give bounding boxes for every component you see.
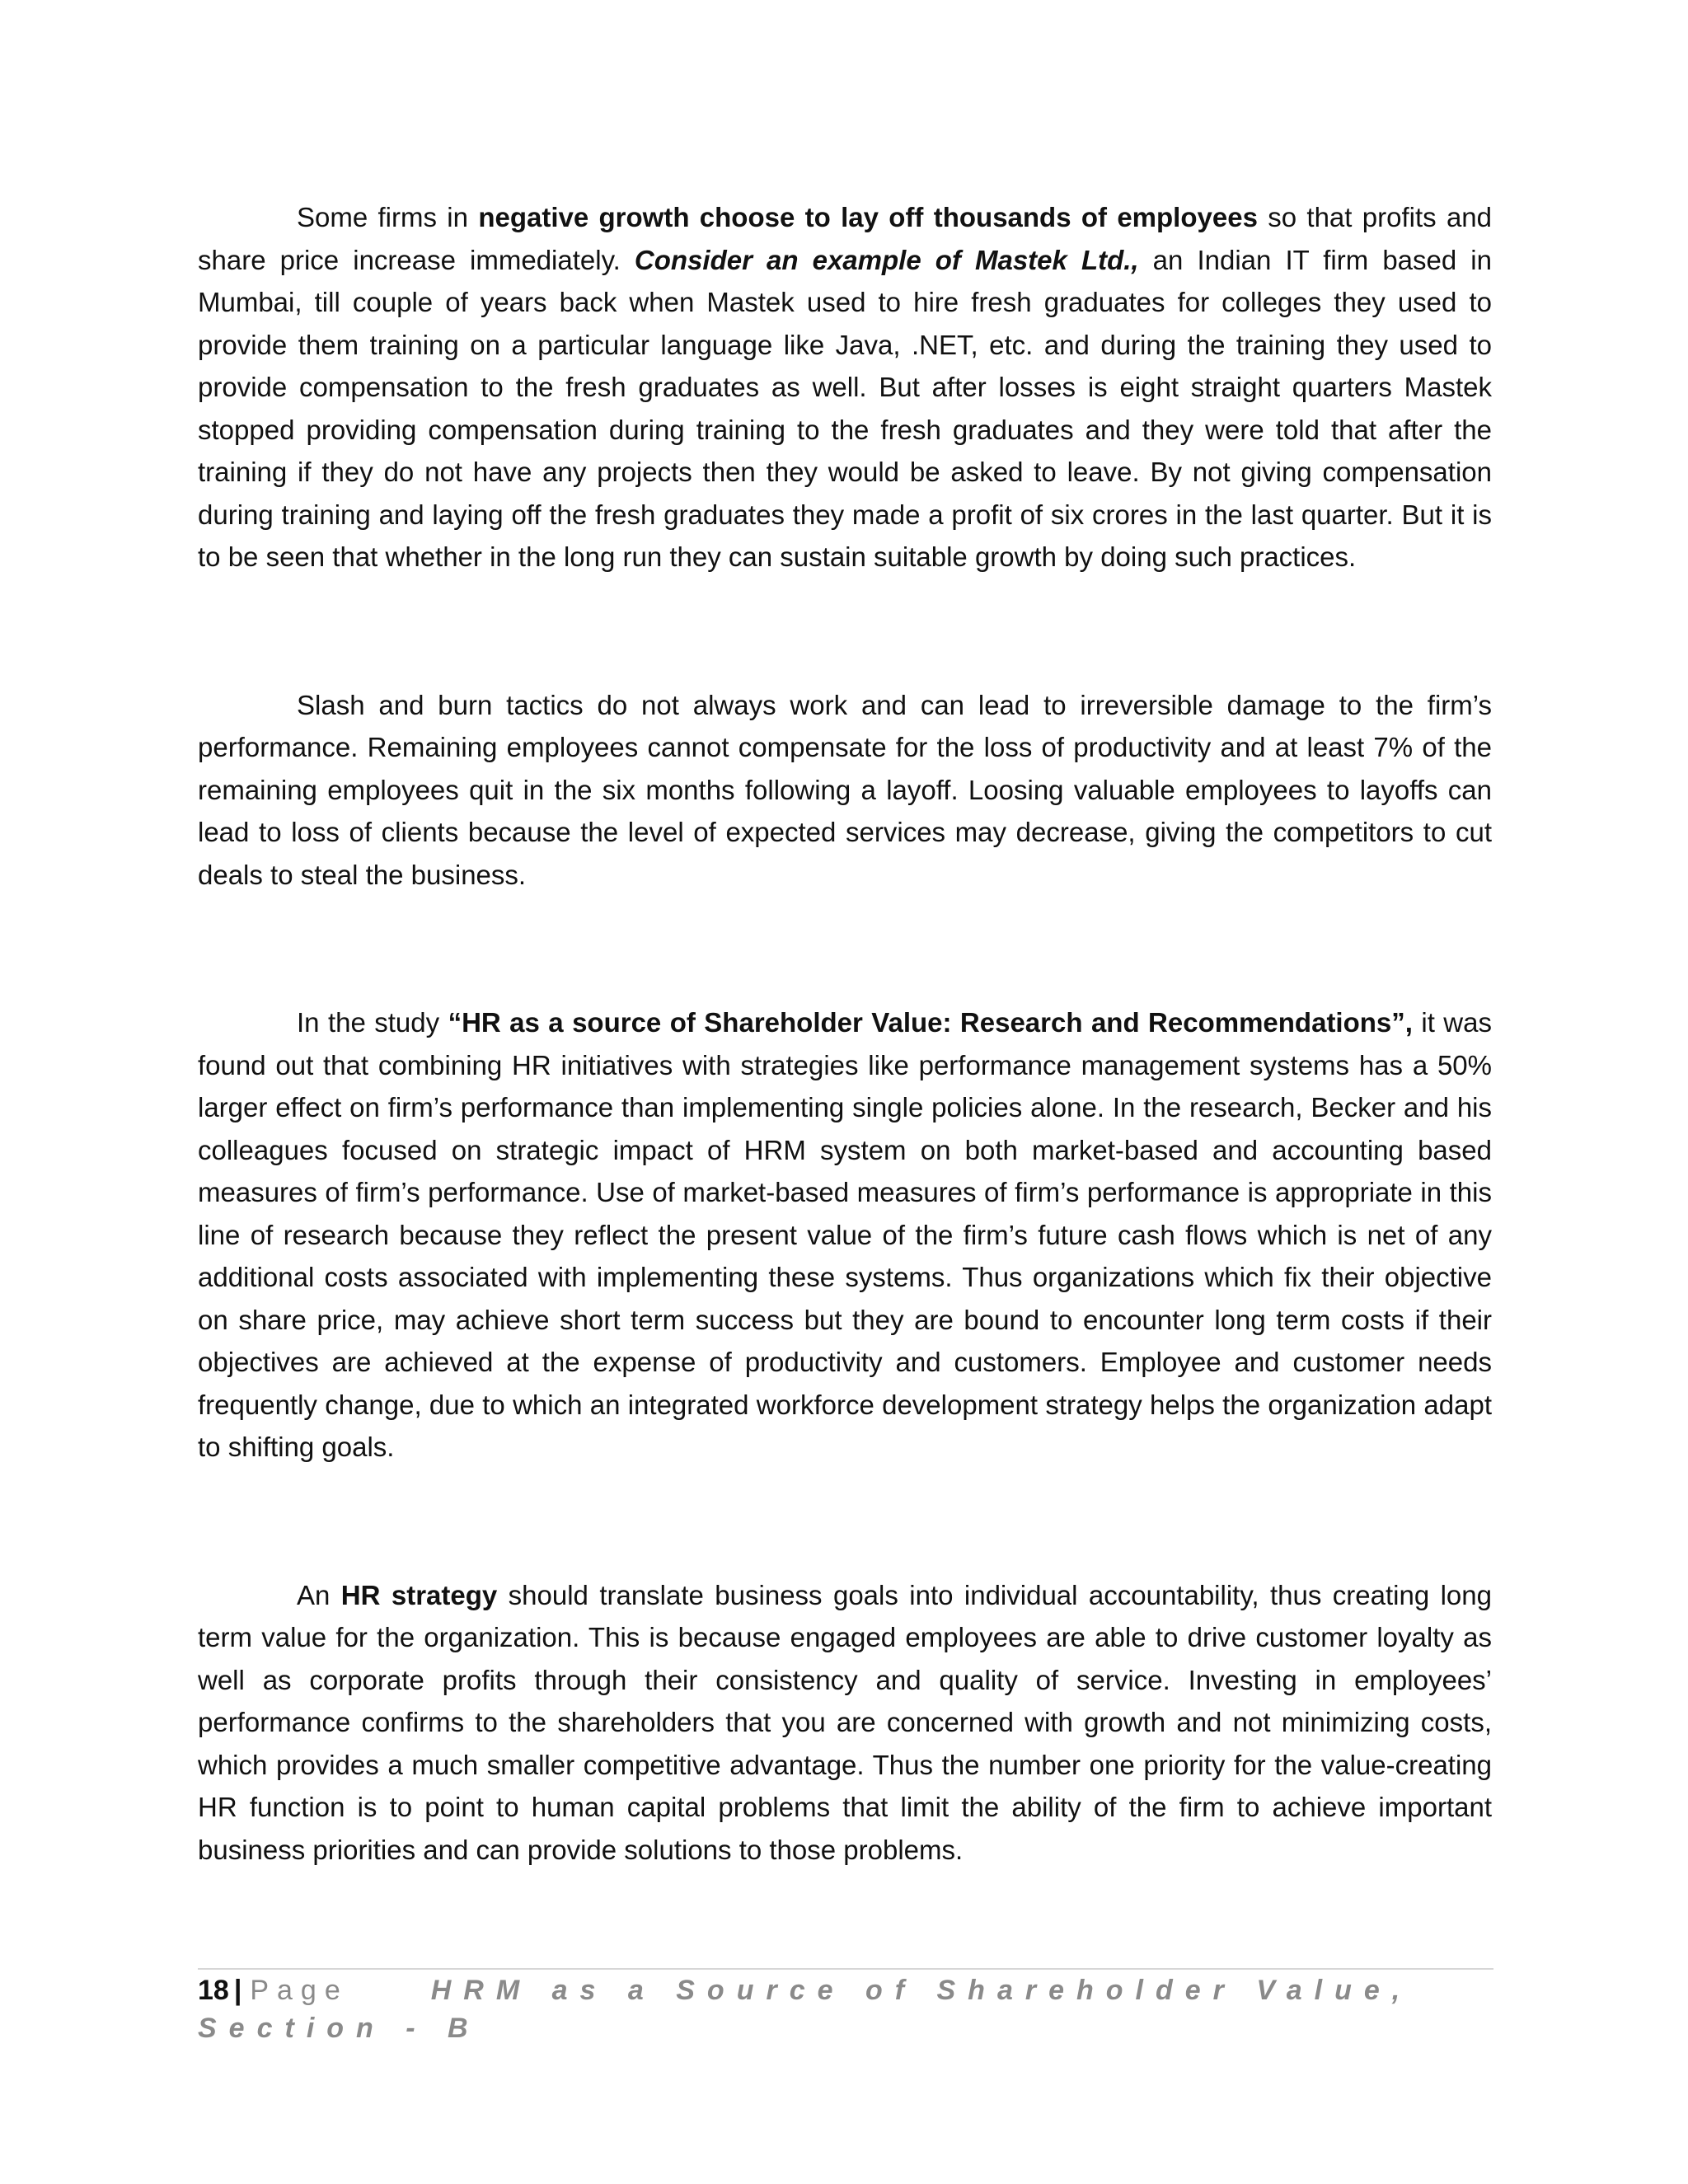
paragraph-slash-and-burn	[198, 684, 1492, 897]
paragraph-mastek-layoffs	[198, 196, 1492, 579]
page-label: Page	[250, 1975, 349, 2006]
bold-run: HR strategy	[340, 1579, 498, 1610]
bold-run: negative growth choose to lay off thousands of employees	[478, 202, 1258, 232]
paragraph-hr-study	[198, 1001, 1492, 1469]
text-run: should translate business goals into individual accountability, thus creating long term value for the organization. This is because engaged employees are able to drive customer loyalty as well as corporate profits through their consistency and quality of service. Investing in employees’ performance confirms to the shareholders that you are concerned with growth and not minimizing costs, which provides a much smaller competitive advantage. Thus the number one priority for the value-creating HR function is to point to human capital problems that limit the ability of the firm to achieve important business priorities and can provide solutions to those problems.	[198, 1579, 1492, 1865]
bold-italic-run: Consider an example of Mastek Ltd.,	[634, 244, 1139, 275]
text-run: so that profits and share price increase immediately.	[198, 202, 1493, 275]
bold-run: “HR as a source of Shareholder Value: Research and Recommendations”,	[448, 1007, 1413, 1038]
paragraph-hr-strategy	[198, 1574, 1492, 1872]
text-run: In the study	[297, 1007, 448, 1038]
text-run: Some firms in	[297, 202, 479, 232]
text-run: an Indian IT firm based in Mumbai, till couple of years back when Mastek used to hire fresh graduates for colleges they used to provide them training on a particular language like Java, .NET, etc. and during the training they used to provide compensation to the fresh graduates as well. But after losses is eight straight quarters Mastek stopped providing compensation during training to the fresh graduates and they were told that after the training if they do not have any projects then they would be asked to leave. By not giving compensation during training and laying off the fresh graduates they made a profit of six crores in the last quarter. But it is to be seen that whether in the long run they can sustain suitable growth by doing such practices.	[198, 244, 1492, 572]
page-footer	[198, 1971, 1493, 2047]
text-run: An	[297, 1579, 341, 1610]
footer-separator: |	[233, 1975, 242, 2006]
text-run: it was found out that combining HR initiatives with strategies like performance management systems has a 50% larger effect on firm’s performance than implementing single policies alone. In the research, Becker and his colleagues focused on strategic impact of HRM system on both market-based and accounting based measures of firm’s performance. Use of market-based measures of firm’s performance is appropriate in this line of research because they reflect the present value of the firm’s future cash flows which is net of any additional costs associated with implementing these systems. Thus organizations which fix their objective on share price, may achieve short term success but they are bound to encounter long term costs if their objectives are achieved at the expense of productivity and customers. Employee and customer needs frequently change, due to which an integrated workforce development strategy helps the organization adapt to shifting goals.	[198, 1007, 1492, 1462]
document-body	[198, 196, 1492, 1871]
running-title: HRM as a Source of Shareholder Value, Section - B	[198, 1975, 1413, 2044]
page-number: 18	[198, 1975, 229, 2006]
footer-divider	[198, 1968, 1493, 1970]
text-run: Slash and burn tactics do not always work and can lead to irreversible damage to the firm’s performance. Remaining employees cannot compensate for the loss of productivity and at least 7% of the remaining employees quit in the six months following a layoff. Loosing valuable employees to layoffs can lead to loss of clients because the level of expected services may decrease, giving the competitors to cut deals to steal the business.	[198, 689, 1492, 890]
